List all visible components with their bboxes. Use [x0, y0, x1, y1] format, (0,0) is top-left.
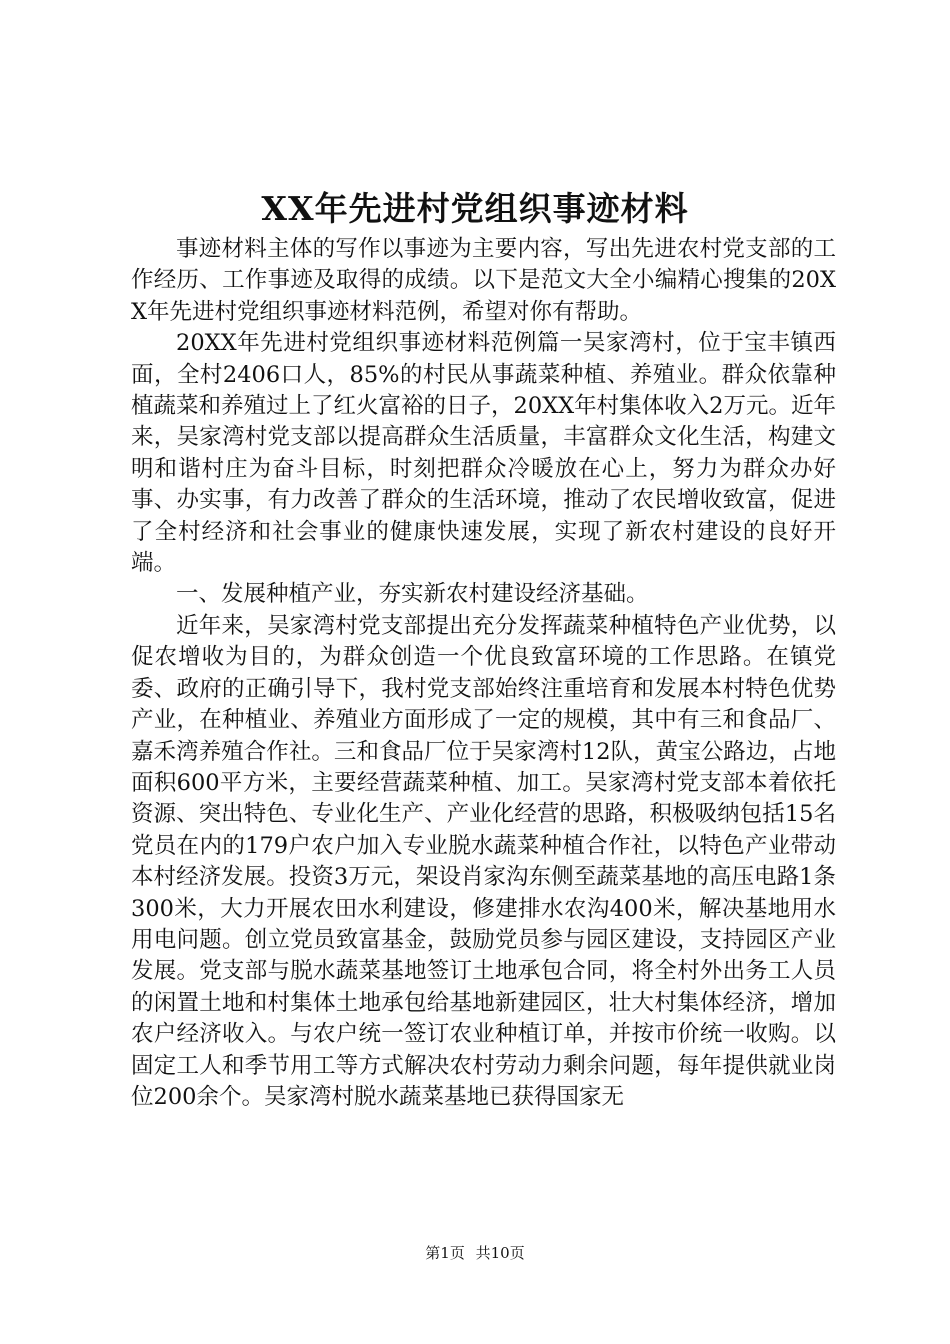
paragraph-intro: 事迹材料主体的写作以事迹为主要内容，写出先进农村党支部的工作经历、工作事迹及取得的成绩。以下是范文大全小编精心搜集的20XX年先进村党组织事迹材料范例，希望对你有帮助。 — [131, 236, 836, 325]
paragraph-example-one: 20XX年先进村党组织事迹材料范例篇一吴家湾村，位于宝丰镇西面，全村2406口人，85%的村民从事蔬菜种植、养殖业。群众依靠种植蔬菜和养殖过上了红火富裕的日子，20XX年村集体收入2万元。近年来，吴家湾村党支部以提高群众生活质量，丰富群众文化生活，构建文明和谐村庄为奋斗目标，时刻把群众冷暖放在心上，努力为群众办好事、办实事，有力改善了群众的生活环境，推动了农民增收致富，促进了全村经济和社会事业的健康快速发展，实现了新农村建设的良好开端。 — [131, 330, 836, 577]
page-footer — [0, 1243, 950, 1263]
paragraph-section-one: 近年来，吴家湾村党支部提出充分发挥蔬菜种植特色产业优势，以促农增收为目的，为群众创造一个优良致富环境的工作思路。在镇党委、政府的正确引导下，我村党支部始终注重培育和发展本村特色优势产业，在种植业、养殖业方面形成了一定的规模，其中有三和食品厂、嘉禾湾养殖合作社。三和食品厂位于吴家湾村12队，黄宝公路边，占地面积600平方米，主要经营蔬菜种植、加工。吴家湾村党支部本着依托资源、突出特色、专业化生产、产业化经营的思路，积极吸纳包括15名党员在内的179户农户加入专业脱水蔬菜种植合作社，以特色产业带动本村经济发展。投资3万元，架设肖家沟东侧至蔬菜基地的高压电路1条300米，大力开展农田水利建设，修建排水农沟400米，解决基地用水用电问题。创立党员致富基金，鼓励党员参与园区建设，支持园区产业发展。党支部与脱水蔬菜基地签订土地承包合同，将全村外出务工人员的闲置土地和村集体土地承包给基地新建园区，壮大村集体经济，增加农户经济收入。与农户统一签订农业种植订单，并按市价统一收购。以固定工人和季节用工等方式解决农村劳动力剩余问题，每年提供就业岗位200余个。吴家湾村脱水蔬菜基地已获得国家无 — [131, 612, 836, 1110]
page-title: XX年先进村党组织事迹材料 — [261, 189, 689, 228]
document-body — [131, 234, 836, 1113]
page-total: 共10页 — [475, 1244, 525, 1262]
page-number: 第1页 — [425, 1244, 465, 1262]
section-heading-one: 一、发展种植产业，夯实新农村建设经济基础。 — [176, 581, 649, 608]
